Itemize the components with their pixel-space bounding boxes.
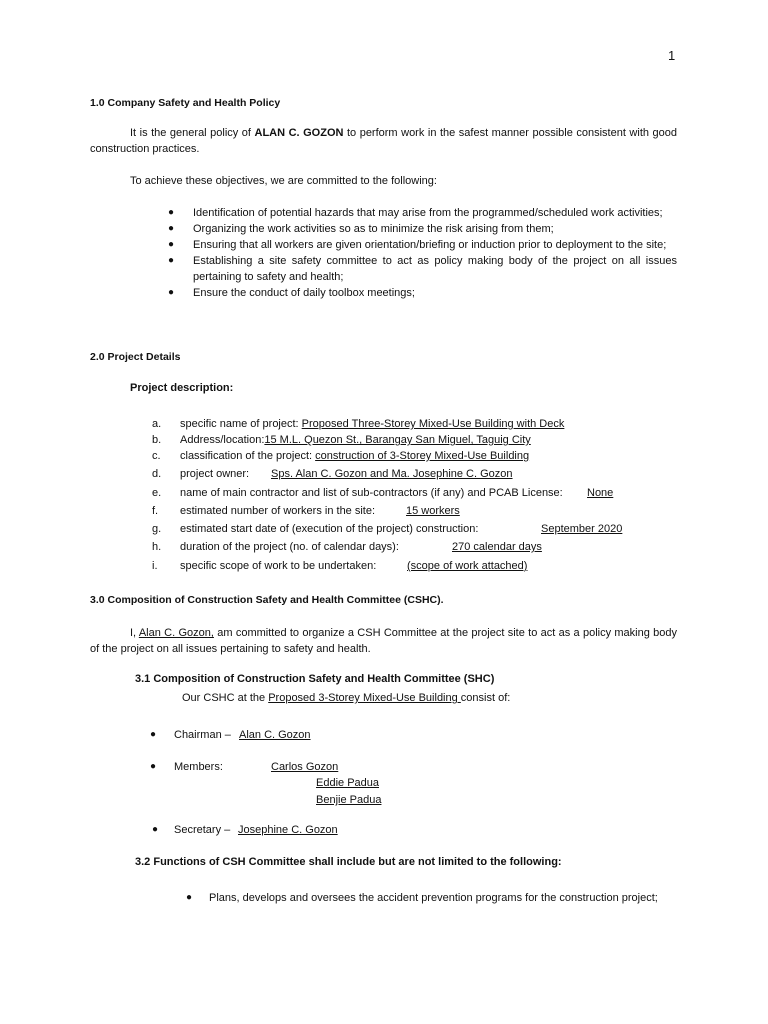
item-label: Address/location:15 M.L. Quezon St., Barangay San Miguel, Taguig City bbox=[180, 434, 531, 446]
committee-paragraph: I, Alan C. Gozon, am committed to organize a CSH Committee at the project site to act as a policy making body of the project on all issues pertaining to safety and health. bbox=[90, 627, 678, 655]
policy-text-b: to perform work in the safest manner possible consistent with good construction practices. bbox=[90, 127, 677, 155]
list-item bbox=[168, 205, 677, 221]
item-letter: g. bbox=[152, 523, 162, 535]
member-name: Carlos Gozon bbox=[271, 761, 339, 773]
subsection-3-2-heading: 3.2 Functions of CSH Committee shall include but are not limited to the following: bbox=[135, 856, 562, 868]
item-letter: f. bbox=[152, 505, 159, 517]
list-item-text: Establishing a site safety committee to act as policy making body of the project on all issues pertaining to safety and health; bbox=[193, 255, 677, 283]
bullet-icon: ● bbox=[150, 729, 157, 740]
list-item-text: Identification of potential hazards that may arise from the programmed/scheduled work activities; bbox=[193, 207, 663, 219]
list-item bbox=[168, 237, 677, 253]
functions-list bbox=[186, 890, 677, 906]
bullet-icon: ● bbox=[168, 239, 175, 250]
address-value: 15 M.L. Quezon St., Barangay San Miguel, Taguig City bbox=[264, 434, 531, 446]
committee-owner-name: Alan C. Gozon, bbox=[138, 627, 214, 639]
section-3-heading: 3.0 Composition of Construction Safety and Health Committee (CSHC). bbox=[90, 594, 444, 606]
item-letter: h. bbox=[152, 541, 162, 553]
item-label: estimated start date of (execution of the project) construction: bbox=[180, 523, 479, 535]
chairman-label: Chairman – bbox=[174, 729, 231, 741]
policy-paragraph bbox=[90, 125, 677, 157]
list-item bbox=[186, 890, 677, 906]
bullet-icon: ● bbox=[168, 207, 175, 218]
chairman-name: Alan C. Gozon bbox=[239, 729, 311, 741]
members-label: Members: bbox=[174, 761, 223, 773]
workers-value: 15 workers bbox=[406, 505, 460, 517]
page-number: 1 bbox=[668, 48, 676, 63]
objectives-intro: To achieve these objectives, we are committed to the following: bbox=[130, 175, 437, 187]
bullet-icon: ● bbox=[150, 761, 157, 772]
section-1-heading: 1.0 Company Safety and Health Policy bbox=[90, 97, 281, 109]
bullet-icon: ● bbox=[152, 824, 159, 835]
project-name-value: Proposed Three-Storey Mixed-Use Building with Deck bbox=[301, 418, 565, 430]
company-name: ALAN C. GOZON bbox=[254, 127, 344, 139]
item-label: duration of the project (no. of calendar days): bbox=[180, 541, 399, 553]
building-name: Proposed 3-Storey Mixed-Use Building bbox=[268, 692, 461, 704]
commitments-list bbox=[168, 205, 677, 301]
item-label: classification of the project: construction of 3-Storey Mixed-Use Building bbox=[180, 450, 530, 462]
classification-value: construction of 3-Storey Mixed-Use Building bbox=[315, 450, 530, 462]
bullet-icon: ● bbox=[186, 892, 193, 903]
list-item bbox=[168, 285, 677, 301]
member-name: Benjie Padua bbox=[316, 794, 382, 806]
list-item-text: Plans, develops and oversees the accident prevention programs for the construction project; bbox=[209, 892, 658, 904]
subsection-3-1-heading: 3.1 Composition of Construction Safety and Health Committee (SHC) bbox=[135, 673, 495, 685]
secretary-label: Secretary – bbox=[174, 824, 231, 836]
item-letter: a. bbox=[152, 418, 162, 430]
project-description-heading: Project description: bbox=[130, 382, 234, 394]
list-item-text: Organizing the work activities so as to minimize the risk arising from them; bbox=[193, 223, 554, 235]
item-label: estimated number of workers in the site: bbox=[180, 505, 376, 517]
item-letter: i. bbox=[152, 560, 158, 572]
scope-value: (scope of work attached) bbox=[407, 560, 528, 572]
list-item-text: Ensure the conduct of daily toolbox meetings; bbox=[193, 287, 415, 299]
section-2-heading: 2.0 Project Details bbox=[90, 351, 181, 363]
item-letter: c. bbox=[152, 450, 161, 462]
item-label: specific scope of work to be undertaken: bbox=[180, 560, 377, 572]
bullet-icon: ● bbox=[168, 223, 175, 234]
secretary-name: Josephine C. Gozon bbox=[238, 824, 338, 836]
item-letter: b. bbox=[152, 434, 162, 446]
bullet-icon: ● bbox=[168, 287, 175, 298]
bullet-icon: ● bbox=[168, 255, 175, 266]
list-item bbox=[168, 221, 677, 237]
cshc-intro: Our CSHC at the Proposed 3-Storey Mixed-Use Building consist of: bbox=[182, 692, 511, 704]
list-item-text: Ensuring that all workers are given orientation/briefing or induction prior to deployment to the site; bbox=[193, 239, 667, 251]
item-label: specific name of project: Proposed Three-Storey Mixed-Use Building with Deck bbox=[180, 418, 565, 430]
member-name: Eddie Padua bbox=[316, 777, 379, 789]
policy-text-a: It is the general policy of bbox=[130, 127, 255, 139]
start-date-value: September 2020 bbox=[541, 523, 623, 535]
contractor-value: None bbox=[587, 487, 614, 499]
list-item bbox=[168, 253, 677, 285]
duration-value: 270 calendar days bbox=[452, 541, 542, 553]
item-letter: d. bbox=[152, 468, 162, 480]
item-label: name of main contractor and list of sub-contractors (if any) and PCAB License: bbox=[180, 487, 563, 499]
item-label: project owner: bbox=[180, 468, 250, 480]
owner-value: Sps. Alan C. Gozon and Ma. Josephine C. Gozon bbox=[271, 468, 513, 480]
item-letter: e. bbox=[152, 487, 162, 499]
